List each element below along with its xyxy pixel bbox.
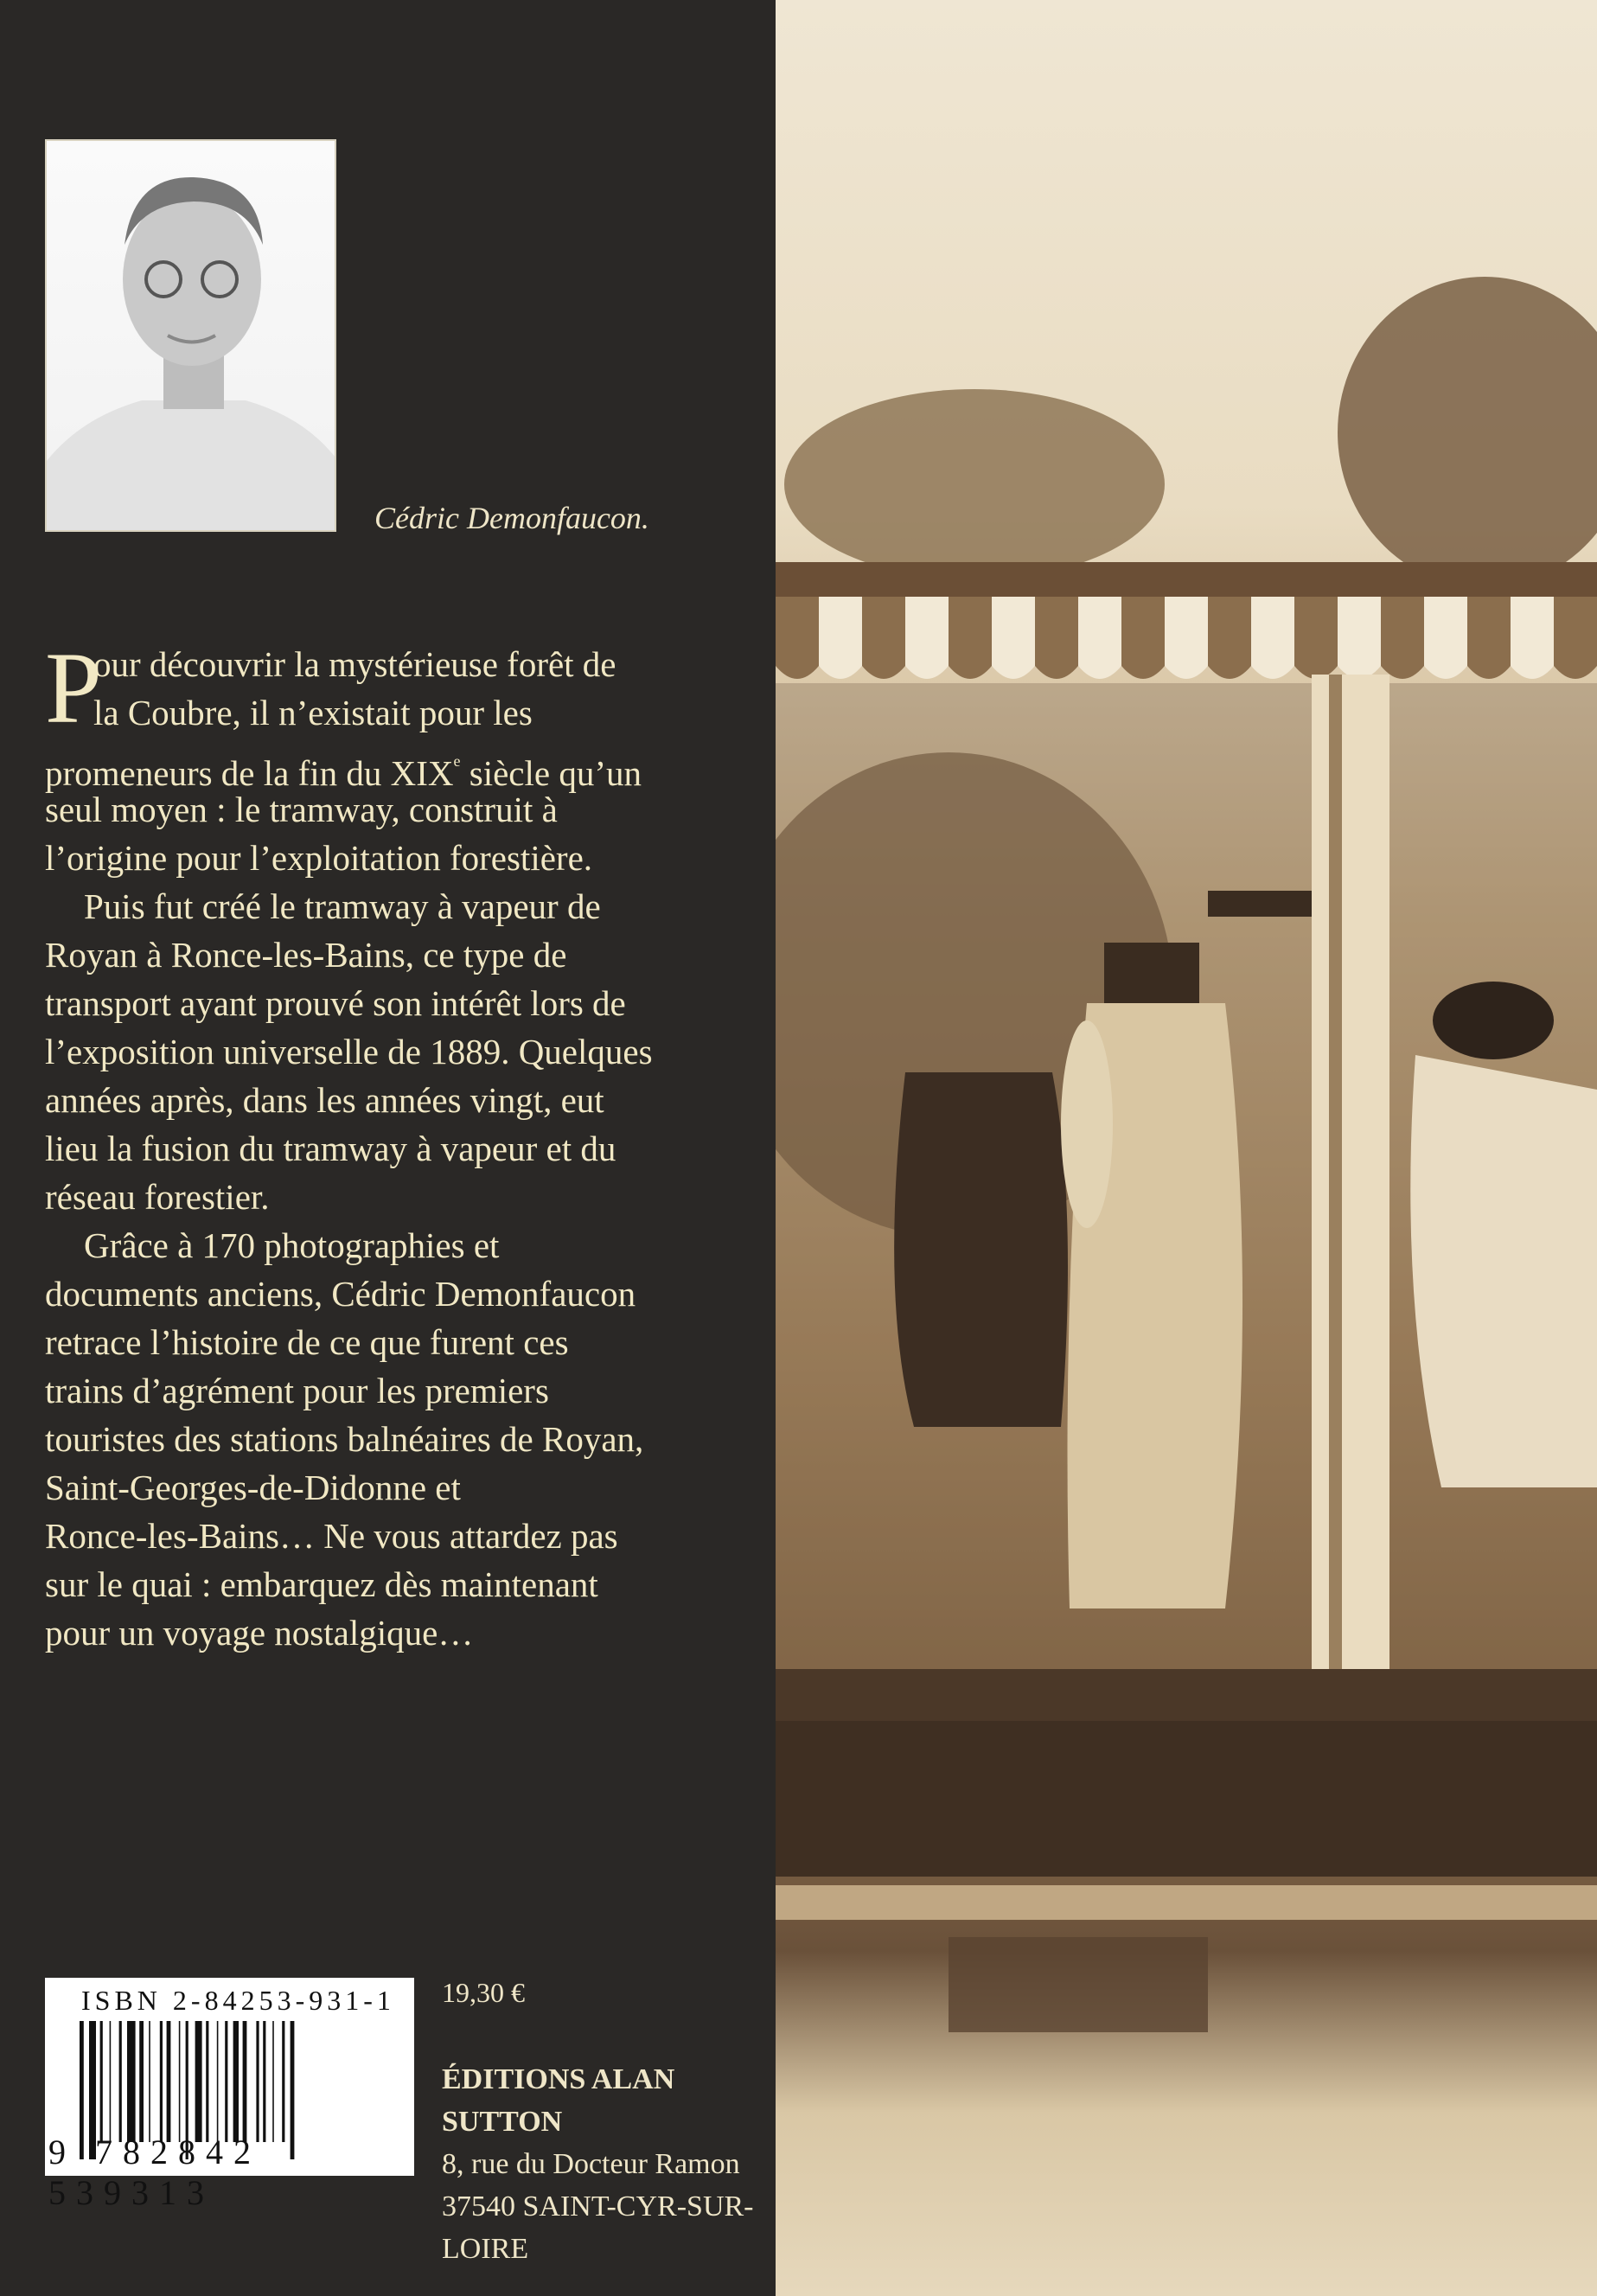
awning-stripe	[862, 597, 905, 679]
barcode-bar	[160, 2021, 163, 2142]
barcode-bar	[272, 2021, 274, 2142]
blurb-line: Royan à Ronce-les-Bains, ce type de	[45, 935, 567, 975]
awning-stripe	[1511, 597, 1554, 679]
blurb-line: seul moyen : le tramway, construit à	[45, 790, 558, 829]
blurb-line: Puis fut créé le tramway à vapeur de	[84, 886, 601, 926]
barcode-bar	[149, 2021, 150, 2142]
blurb-line: Ronce-les-Bains… Ne vous attardez pas	[45, 1516, 618, 1556]
author-photo	[45, 139, 336, 532]
blurb-line: années après, dans les années vingt, eut	[45, 1080, 604, 1120]
blurb-line: our découvrir la mystérieuse forêt de	[93, 644, 616, 684]
tramway-photo	[776, 0, 1597, 2296]
superscript: e	[453, 752, 461, 770]
barcode-bar	[119, 2021, 122, 2142]
awning-stripe	[1035, 597, 1078, 679]
publisher-block	[442, 2058, 776, 2270]
blurb-line: Grâce à 170 photographies et	[84, 1225, 500, 1265]
awning-stripe	[1165, 597, 1208, 679]
awning-stripe	[949, 597, 992, 679]
barcode-bar	[179, 2021, 181, 2142]
barcode-bar	[263, 2021, 265, 2142]
awning-stripe	[1338, 597, 1381, 679]
awning-stripe	[1467, 597, 1511, 679]
publisher-city: 37540 SAINT-CYR-SUR-LOIRE	[442, 2190, 754, 2265]
blurb-line: touristes des stations balnéaires de Royan,	[45, 1419, 644, 1459]
barcode-bar	[217, 2021, 219, 2142]
awning-stripe	[1078, 597, 1121, 679]
barcode-bar	[233, 2021, 239, 2142]
blurb-text	[45, 631, 754, 1657]
price: 19,30 €	[442, 1977, 525, 2008]
barcode-bar	[139, 2021, 144, 2142]
publisher-street: 8, rue du Docteur Ramon	[442, 2148, 740, 2180]
blurb-line: l’origine pour l’exploitation forestière.	[45, 838, 593, 878]
awning-stripe	[1294, 597, 1338, 679]
barcode-bar	[282, 2021, 284, 2142]
awning-stripe	[776, 597, 819, 679]
blurb-line: Saint-Georges-de-Didonne et	[45, 1468, 461, 1507]
awning-stripe	[1381, 597, 1424, 679]
awning-stripe	[992, 597, 1035, 679]
awning-stripe	[1251, 597, 1294, 679]
blurb-line: documents anciens, Cédric Demonfaucon	[45, 1274, 636, 1314]
awning-stripe	[1554, 597, 1597, 679]
awning-stripe	[819, 597, 862, 679]
barcode-bar	[127, 2021, 136, 2142]
ean-number: 9 782842 539313	[48, 2133, 261, 2212]
barcode-bar	[195, 2021, 202, 2142]
barcode-bar	[243, 2021, 247, 2142]
blurb-line: la Coubre, il n’existait pour les	[93, 693, 533, 732]
blurb-line: transport ayant prouvé son intérêt lors de	[45, 983, 626, 1023]
awning-stripe	[1208, 597, 1251, 679]
blurb-line: l’exposition universelle de 1889. Quelques	[45, 1032, 653, 1071]
blurb-line: sur le quai : embarquez dès maintenant	[45, 1564, 598, 1604]
barcode-bar	[256, 2021, 259, 2142]
blurb-line: lieu la fusion du tramway à vapeur et du	[45, 1129, 616, 1168]
blurb-text-span: promeneurs de la fin du XIX	[45, 753, 454, 793]
blurb-text-span: siècle qu’un	[460, 753, 642, 793]
blurb-line: trains d’agrément pour les premiers	[45, 1371, 549, 1410]
back-cover-panel	[0, 0, 776, 2296]
awning-stripe	[1424, 597, 1467, 679]
barcode-bar	[100, 2021, 103, 2142]
publisher-name: ÉDITIONS ALAN SUTTON	[442, 2063, 675, 2138]
barcode-bar	[225, 2021, 227, 2142]
blurb-line	[45, 737, 754, 793]
isbn-barcode	[45, 1978, 414, 2212]
awning-stripe	[1121, 597, 1165, 679]
barcode-bar	[206, 2021, 208, 2142]
drop-cap: P	[45, 631, 102, 745]
barcode-bar	[167, 2021, 171, 2142]
blurb-line: retrace l’histoire de ce que furent ces	[45, 1322, 569, 1362]
isbn-label: ISBN 2-84253-931-1	[81, 1985, 395, 2016]
blurb-line: pour un voyage nostalgique…	[45, 1613, 474, 1653]
awning-stripe	[905, 597, 949, 679]
blurb-line: réseau forestier.	[45, 1177, 270, 1217]
author-caption: Cédric Demonfaucon.	[374, 501, 649, 535]
barcode-bar	[110, 2021, 112, 2142]
